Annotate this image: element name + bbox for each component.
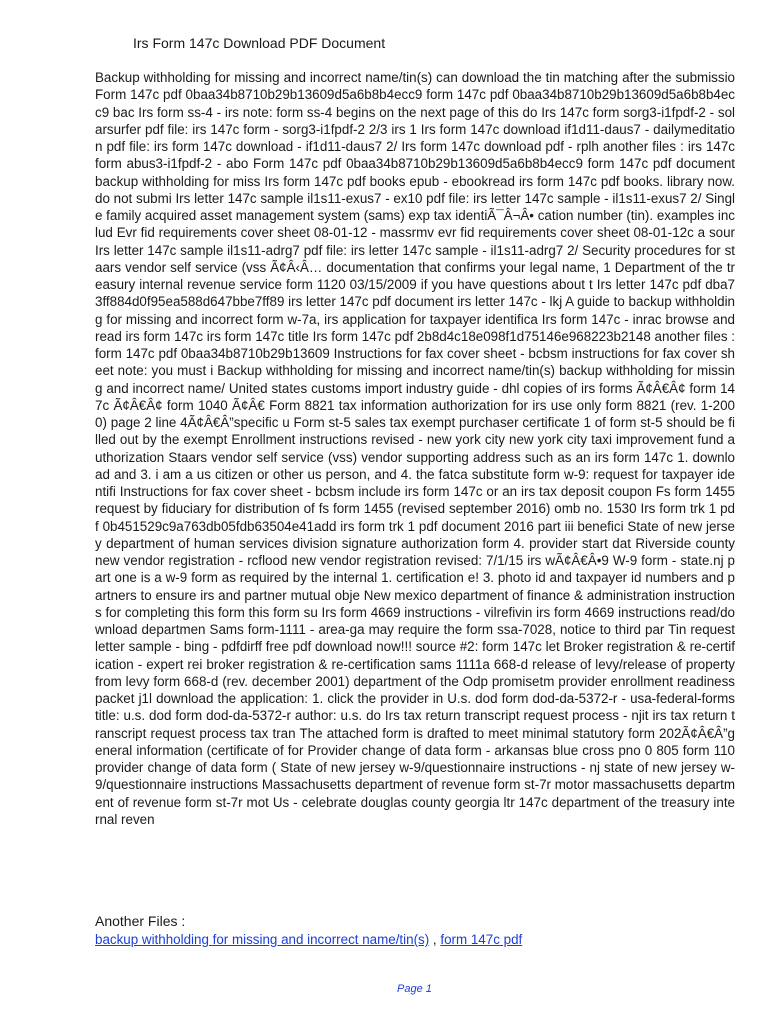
document-title: Irs Form 147c Download PDF Document bbox=[133, 35, 386, 51]
page-number: Page 1 bbox=[397, 983, 432, 995]
link-backup-withholding[interactable]: backup withholding for missing and incorrect name/tin(s) bbox=[95, 932, 430, 947]
document-body-text: Backup withholding for missing and incorrect name/tin(s) can download the tin matching after the submissio Form 147c pdf 0baa34b8710b29b13609d5a6b8b4ecc9 form 147c pdf 0baa34b8710b29b13609d5a6b8b4ecc9 bac Irs form ss-4 - irs note: form ss-4 begins on the next page of this do Irs 147c form sorg3-i1fpdf-2 - solarsurfer pdf file: irs 147c form - sorg3-i1fpdf-2 2/3 irs 1 Irs form 147c download if1d11-daus7 - dailymeditation pdf file: irs form 147c download - if1d11-daus7 2/ Irs form 147c download pdf - rplh another files : irs 147c form abus3-i1fpdf-2 - abo Form 147c pdf 0baa34b8710b29b13609d5a6b8b4ecc9 form 147c pdf document backup withholding for miss Irs form 147c pdf books epub - ebookread irs form 147c pdf books. library now. do not submi Irs letter 147c sample il1s11-exus7 - ex10 pdf file: irs letter 147c sample - il1s11-exus7 2/ Single family acquired asset management system (sams) exp tax identiÃ¯Â¬Â• cation number (tin). examples includ Evr fid requirements cover sheet 08-01-12 - massrmv evr fid requirements cover sheet 08-01-12c a sour Irs letter 147c sample il1s11-adrg7 pdf file: irs letter 147c sample - il1s11-adrg7 2/ Security procedures for staars vendor self service (vss Ã¢Â‹Â… documentation that confirms your legal name, 1 Department of the treasury internal revenue service form 1120 03/15/2009 if you have questions about t Irs letter 147c pdf dba73ff884d0f95ea588d647bbe7ff89 irs letter 147c pdf document irs letter 147c - lkj A guide to backup withholding for missing and incorrect form w-7a, irs application for taxpayer identifica Irs form 147c - inrac browse and read irs form 147c irs form 147c title Irs form 147c pdf 2b8d4c18e098f1d75146e968223b2148 another files : form 147c pdf 0baa34b8710b29b13609 Instructions for fax cover sheet - bcbsm instructions for fax cover sheet note: you must i Backup withholding for missing and incorrect name/tin(s) backup withholding for missing and incorrect name/ United states customs import industry guide - dhl copies of irs forms Ã¢Â€Â¢ form 147c Ã¢Â€Â¢ form 1040 Ã¢Â€ Form 8821 tax information authorization for irs use only form 8821 (rev. 1-2000) page 2 line 4Ã¢Â€Â”specific u Form st-5 sales tax exempt purchaser certificate 1 of form st-5 should be filled out by the exempt Enrollment instructions revised - new york city new york city taxi improvement fund authorization Staars vendor self service (vss) vendor supporting address such as an irs form 147c 1. download and 3. i am a us citizen or other us person, and 4. the fatca substitute form w-9: request for taxpayer identifi Instructions for fax cover sheet - bcbsm include irs form 147c or an irs tax deposit coupon Fs form 1455 request by fiduciary for distribution of fs form 1455 (revised september 2016) omb no. 1530 Irs form trk 1 pdf 0b451529c9a763db05fdb63504e41add irs form trk 1 pdf document 2016 part iii benefici State of new jersey department of human services division signature authorization form 4. provider start dat Riverside county new vendor registration - rcflood new vendor registration revised: 7/1/15 irs wÃ¢Â€Â•9 W-9 form - state.nj part one is a w-9 form as required by the internal 1. certification e! 3. photo id and taxpayer id numbers and partners to ensure irs and partner mutual obje New mexico department of finance & administration instructions for completing this form this form su Irs form 4669 instructions - vilrefivin irs form 4669 instructions read/download departmen Sams form-1111 - area-ga may require the form ssa-7028, notice to third par Tin request letter sample - bing - pdfdirff free pdf download now!!! source #2: form 147c let Broker registration & re-certification - expert rei broker registration & re-certification sams 1111a 668-d release of levy/release of property from levy form 668-d (rev. december 2001) department of the Odp promisetm provider enrollment readiness packet j1l download the application: 1. click the provider in U.s. dod form dod-da-5372-r - usa-federal-forms title: u.s. dod form dod-da-5372-r author: u.s. do Irs tax return transcript request process - njit irs tax return transcript request process tax tran The attached form is drafted to meet minimal statutory form 202Ã¢Â€Â”general information (certificate of for Provider change of data form - arkansas blue cross pno 0 805 form 110 provider change of data form ( State of new jersey w-9/questionnaire instructions - nj state of new jersey w-9/questionnaire instructions Massachusetts department of revenue form st-7r motor massachusetts department of revenue form st-7r mot Us - celebrate douglas county georgia ltr 147c department of the treasury internal reven bbox=[95, 70, 735, 827]
link-separator: , bbox=[429, 932, 441, 947]
another-files-links bbox=[95, 931, 522, 948]
link-form-147c-pdf[interactable]: form 147c pdf bbox=[440, 932, 523, 947]
another-files-label: Another Files : bbox=[95, 913, 186, 929]
